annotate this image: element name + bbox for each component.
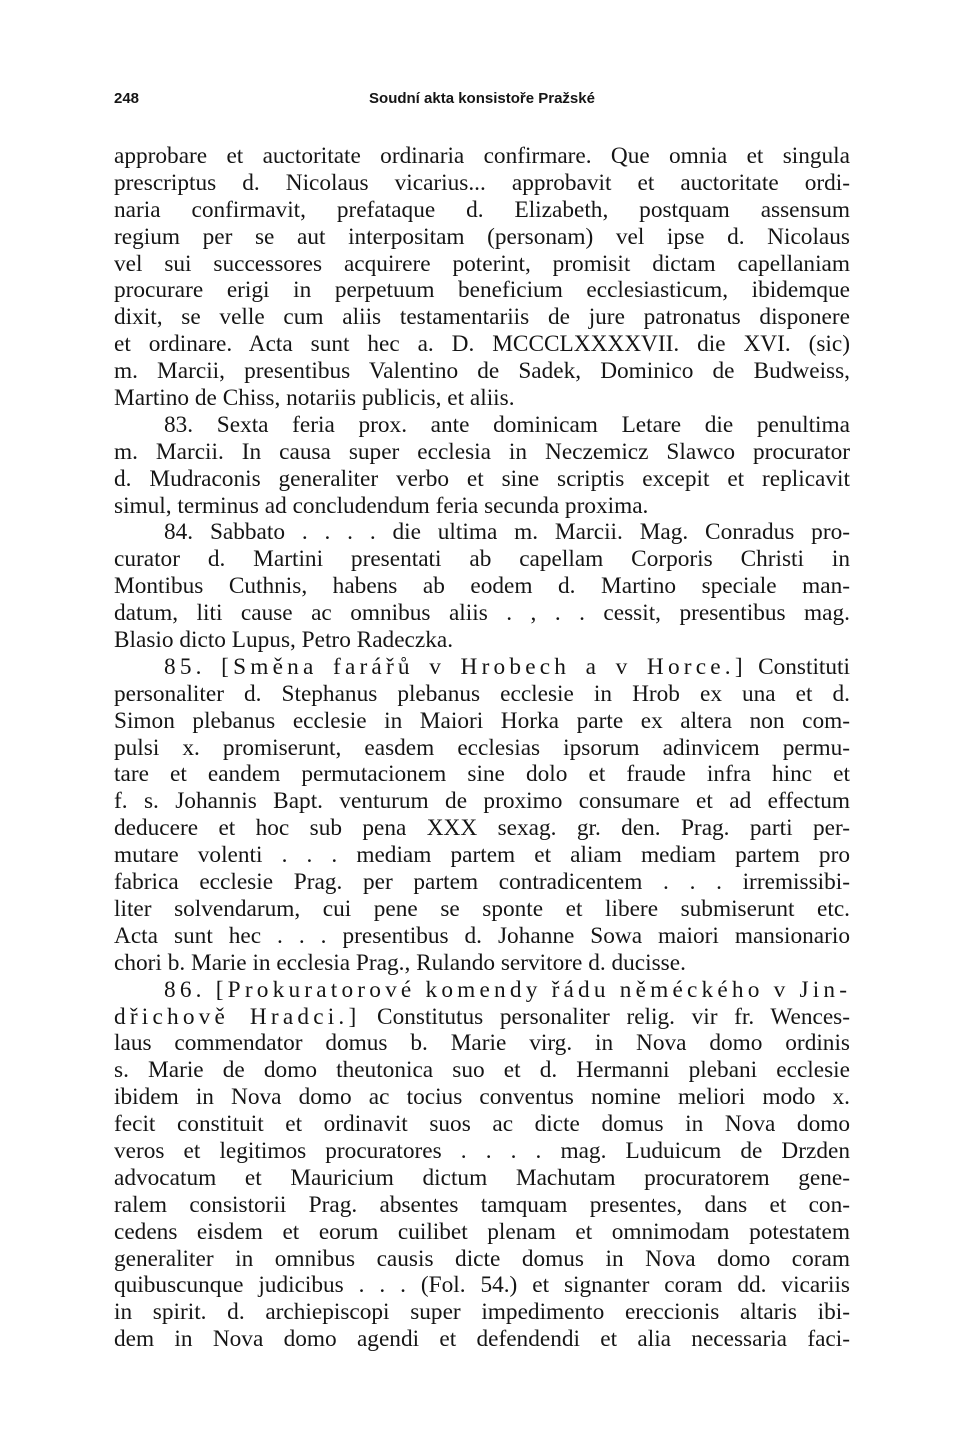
line-text: f. s. Johannis Bapt. venturum de proximo consumare et ad effectum xyxy=(114,788,850,815)
line-text: chori b. Marie in ecclesia Prag., Rulando servitore d. ducisse. xyxy=(114,949,686,976)
text-line xyxy=(114,708,850,735)
line-text: curator d. Martini presentati ab capellam Corporis Christi in xyxy=(114,546,850,573)
line-text: simul, terminus ad concludendum feria secunda proxima. xyxy=(114,492,649,519)
text-line xyxy=(114,1299,850,1326)
line-text: procurare erigi in perpetuum beneficium ecclesiasticum, ibidemque xyxy=(114,277,850,304)
text-line xyxy=(114,197,850,224)
line-text: m. Marcii. In causa super ecclesia in Neczemicz Slawco procurator xyxy=(114,438,850,465)
line-text: Simon plebanus ecclesie in Maiori Horka parte ex altera non com- xyxy=(114,707,850,734)
text-line xyxy=(114,412,850,439)
line-text: mutare volenti . . . mediam partem et aliam mediam partem pro xyxy=(114,842,850,869)
text-line xyxy=(114,654,850,681)
line-text: Acta sunt hec . . . presentibus d. Johanne Sowa maiori mansionario xyxy=(114,922,850,949)
text-line xyxy=(114,304,850,331)
text-line xyxy=(114,466,850,493)
text-line xyxy=(114,1111,850,1138)
line-text: personaliter d. Stephanus plebanus ecclesie in Hrob ex una et d. xyxy=(114,680,850,707)
text-line xyxy=(114,519,850,546)
line-text: Montibus Cuthnis, habens ab eodem d. Martino speciale man- xyxy=(114,573,850,600)
text-line xyxy=(114,627,850,654)
line-text: Martino de Chiss, notariis publicis, et aliis. xyxy=(114,385,515,412)
line-text: cedens eisdem et eorum cuilibet plenam et omnimodam potestatem xyxy=(114,1218,850,1245)
text-line xyxy=(114,1165,850,1192)
line-text: deducere et hoc sub pena XXX sexag. gr. den. Prag. parti per- xyxy=(114,815,850,842)
text-line xyxy=(114,1030,850,1057)
line-text: approbare et auctoritate ordinaria confirmare. Que omnia et singula xyxy=(114,143,850,169)
text-line xyxy=(114,251,850,278)
line-text: s. Marie de domo theutonica suo et d. Hermanni plebani ecclesie xyxy=(114,1057,850,1084)
text-line xyxy=(114,358,850,385)
line-text: advocatum et Mauricium dictum Machutam procuratorem gene- xyxy=(114,1164,850,1191)
spaced-heading: 86. [Prokuratorové komendy řádu něméckého v Jin- xyxy=(164,976,852,1003)
page-header xyxy=(114,90,850,120)
line-text: laus commendator domus b. Marie virg. in Nova domo ordinis xyxy=(114,1030,850,1057)
text-line xyxy=(114,600,850,627)
line-text: fabrica ecclesie Prag. per partem contradicentem . . . irremissibi- xyxy=(114,869,850,896)
line-text: veros et legitimos procuratores . . . . mag. Luduicum de Drzden xyxy=(114,1137,850,1164)
text-line xyxy=(114,923,850,950)
text-line xyxy=(114,896,850,923)
line-text: prescriptus d. Nicolaus vicarius... approbavit et auctoritate ordi- xyxy=(114,169,850,196)
line-text: et ordinare. Acta sunt hec a. D. MCCCLXXXXVII. die XVI. (sic) xyxy=(114,331,850,358)
text-line xyxy=(114,761,850,788)
line-text: fecit constituit et ordinavit suos ac dicte domus in Nova domo xyxy=(114,1111,850,1138)
text-line xyxy=(114,681,850,708)
text-line xyxy=(114,735,850,762)
text-line xyxy=(114,869,850,896)
line-text: ibidem in Nova domo ac tocius conventus nomine meliori modo x. xyxy=(114,1084,850,1111)
text-line xyxy=(114,842,850,869)
line-text: d. Mudraconis generaliter verbo et sine scriptis excepit et replicavit xyxy=(114,465,850,492)
line-text: regium per se aut interpositam (personam) vel ipse d. Nicolaus xyxy=(114,223,850,250)
line-text: in spirit. d. archiepiscopi super impedimento ereccionis altaris ibi- xyxy=(114,1299,850,1326)
line-text: ralem consistorii Prag. absentes tamquam presentes, dans et con- xyxy=(114,1191,850,1218)
text-line xyxy=(114,1004,850,1031)
spaced-heading: dřichově Hradci.] xyxy=(114,1003,361,1030)
line-text: naria confirmavit, prefataque d. Elizabeth, postquam assensum xyxy=(114,196,850,223)
text-line xyxy=(114,1246,850,1273)
line-text: Constitutus personaliter relig. vir fr. Wences- xyxy=(360,1003,850,1030)
text-line xyxy=(114,1219,850,1246)
line-text: liter solvendarum, cui pene se sponte et libere submiserunt etc. xyxy=(114,895,850,922)
line-text: quibuscunque judicibus . . . (Fol. 54.) et signanter coram dd. vicariis xyxy=(114,1272,850,1299)
line-text: pulsi x. promiserunt, easdem ecclesias ipsorum adinvicem permu- xyxy=(114,734,850,761)
body-text xyxy=(114,143,850,1353)
text-line xyxy=(114,331,850,358)
line-text: Blasio dicto Lupus, Petro Radeczka. xyxy=(114,627,454,654)
text-line xyxy=(114,1192,850,1219)
text-line xyxy=(114,1084,850,1111)
text-line xyxy=(114,1326,850,1353)
line-text: 84. Sabbato . . . . die ultima m. Marcii. Mag. Conradus pro- xyxy=(164,519,850,546)
line-text: tare et eandem permutacionem sine dolo et fraude infra hinc et xyxy=(114,761,850,788)
text-line xyxy=(114,977,850,1004)
text-line xyxy=(114,493,850,520)
text-line xyxy=(114,950,850,977)
text-line xyxy=(114,815,850,842)
spaced-heading: 85. [Směna farářů v Hrobech a v Horce.] xyxy=(164,653,747,680)
running-title: Soudní akta konsistoře Pražské xyxy=(369,90,595,107)
text-line xyxy=(114,170,850,197)
line-text: datum, liti cause ac omnibus aliis . , . . cessit, presentibus mag. xyxy=(114,600,850,627)
line-text: m. Marcii, presentibus Valentino de Sadek, Dominico de Budweiss, xyxy=(114,358,850,385)
line-text: dixit, se velle cum aliis testamentariis de jure patronatus disponere xyxy=(114,304,850,331)
text-line xyxy=(114,143,850,170)
line-text: Constituti xyxy=(746,653,850,680)
line-text: dem in Nova domo agendi et defendendi et alia necessaria faci- xyxy=(114,1326,850,1353)
line-text: vel sui successores acquirere poterint, promisit dictam capellaniam xyxy=(114,250,850,277)
text-line xyxy=(114,224,850,251)
text-line xyxy=(114,1057,850,1084)
line-text: 83. Sexta feria prox. ante dominicam Letare die penultima xyxy=(164,411,850,438)
text-line xyxy=(114,1272,850,1299)
text-line xyxy=(114,573,850,600)
text-line xyxy=(114,788,850,815)
text-line xyxy=(114,439,850,466)
line-text: generaliter in omnibus causis dicte domus in Nova domo coram xyxy=(114,1245,850,1272)
page-number: 248 xyxy=(114,90,140,107)
text-line xyxy=(114,385,850,412)
text-line xyxy=(114,277,850,304)
text-line xyxy=(114,1138,850,1165)
text-line xyxy=(114,546,850,573)
